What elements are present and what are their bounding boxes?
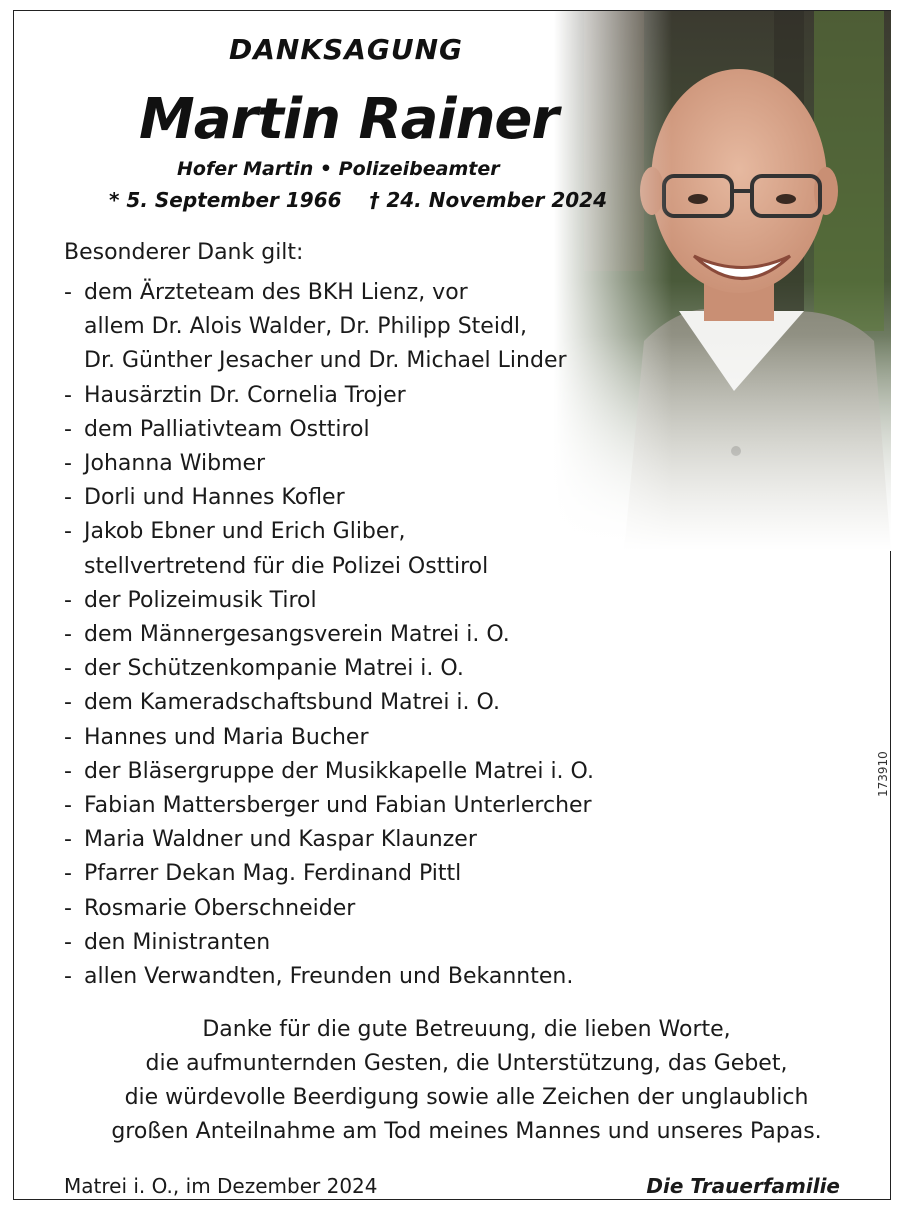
- subtitle: Hofer Martin • Polizeibeamter: [177, 158, 500, 180]
- list-item: - Maria Waldner und Kaspar Klaunzer: [64, 827, 477, 853]
- list-item: - der Schützenkompanie Matrei i. O.: [64, 656, 464, 682]
- list-item: - allen Verwandten, Freunden und Bekannten.: [64, 964, 574, 990]
- list-item: - der Bläsergruppe der Musikkapelle Matrei i. O.: [64, 758, 594, 784]
- thanks-line: Danke für die gute Betreuung, die lieben Worte,: [202, 1017, 731, 1042]
- deceased-name: Martin Rainer: [139, 87, 559, 152]
- list-item: - der Polizeimusik Tirol: [64, 587, 317, 613]
- list-item: - Dorli und Hannes Kofler: [64, 485, 345, 511]
- thanks-line: die würdevolle Beerdigung sowie alle Zeichen der unglaublich: [124, 1085, 809, 1110]
- intro-text: Besonderer Dank gilt:: [64, 240, 304, 265]
- list-item: - Rosmarie Oberschneider: [64, 895, 356, 921]
- list-item: - dem Ärzteteam des BKH Lienz, vor allem Dr. Alois Walder, Dr. Philipp Steidl, Dr. Günther Jesacher und Dr. Michael Linder: [64, 276, 594, 379]
- signature: Die Trauerfamilie: [646, 1174, 840, 1198]
- list-item: - Pfarrer Dekan Mag. Ferdinand Pittl: [64, 861, 462, 887]
- list-item: - dem Männergesangsverein Matrei i. O.: [64, 622, 510, 648]
- headline: DANKSAGUNG: [229, 33, 464, 66]
- list-item: - dem Kameradschaftsbund Matrei i. O.: [64, 690, 500, 716]
- bullet-dash: -: [64, 280, 72, 305]
- list-item: - dem Palliativteam Osttirol: [64, 416, 370, 442]
- list-item: - den Ministranten: [64, 929, 271, 955]
- list-item: - Fabian Mattersberger und Fabian Unterlercher: [64, 793, 592, 819]
- list-item: - Hannes und Maria Bucher: [64, 724, 369, 750]
- ad-code: 173910: [876, 751, 890, 797]
- notice-frame: [13, 10, 891, 1200]
- portrait-photo: [554, 11, 891, 551]
- list-item: - Jakob Ebner und Erich Gliber, stellvertretend für die Polizei Osttirol: [64, 519, 489, 579]
- thanks-line: großen Anteilnahme am Tod meines Mannes und unseres Papas.: [111, 1119, 822, 1144]
- thanks-line: die aufmunternden Gesten, die Unterstützung, das Gebet,: [145, 1051, 788, 1076]
- list-item: - Johanna Wibmer: [64, 451, 266, 477]
- thanks-list: [64, 276, 594, 994]
- birth-death-dates: * 5. September 1966 † 24. November 2024: [109, 188, 608, 212]
- closing-thanks: [54, 1013, 879, 1149]
- list-item: - Hausärztin Dr. Cornelia Trojer: [64, 382, 406, 408]
- place-date: Matrei i. O., im Dezember 2024: [64, 1174, 378, 1198]
